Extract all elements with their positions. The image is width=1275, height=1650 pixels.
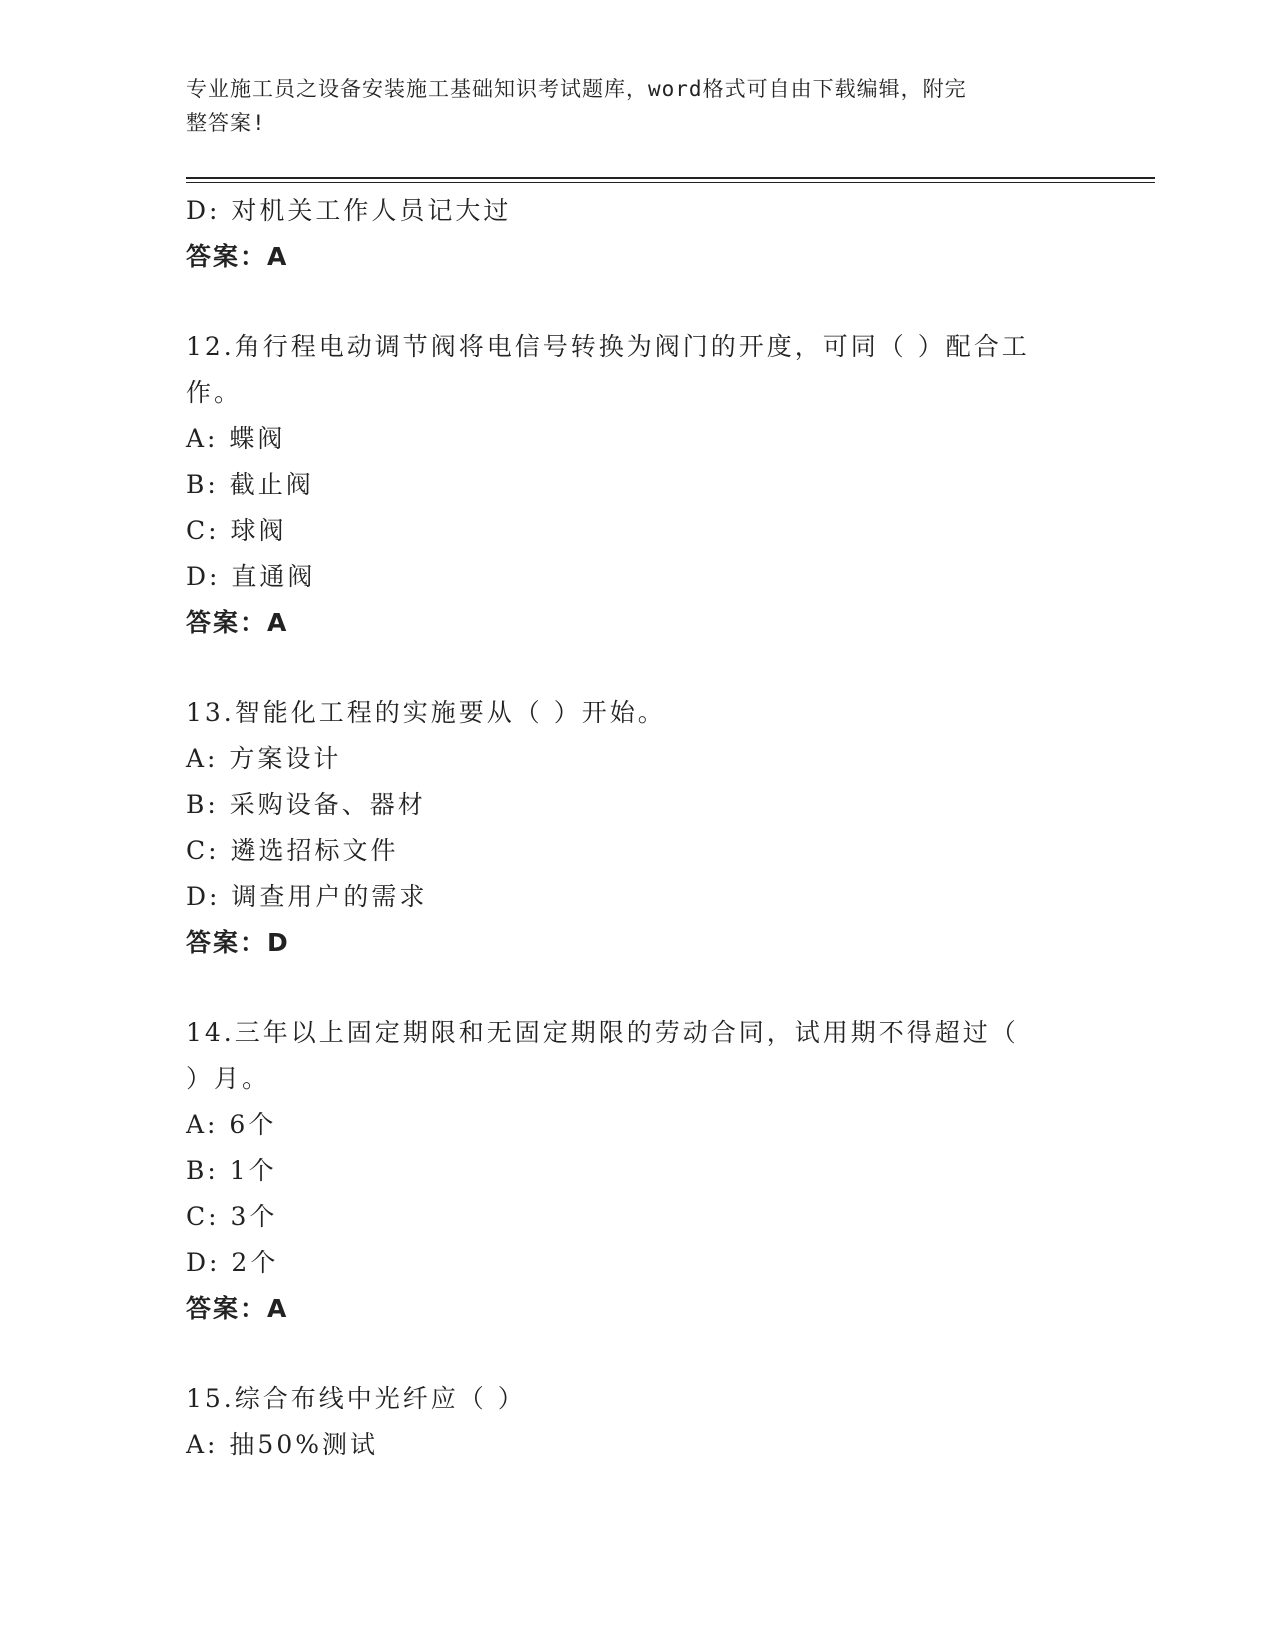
header-line-1: 专业施工员之设备安装施工基础知识考试题库，word格式可自由下载编辑，附完: [186, 77, 967, 101]
question-text-line-1: 14.三年以上固定期限和无固定期限的劳动合同，试用期不得超过（: [186, 1018, 1019, 1047]
spacer: [186, 1332, 1066, 1376]
option-a: A: 方案设计: [186, 744, 342, 773]
question-14: [186, 1010, 1066, 1332]
question-text-line-2: ）月。: [186, 1064, 271, 1093]
option-b: B: 采购设备、器材: [186, 790, 426, 819]
answer: 答案：D: [186, 928, 290, 957]
header-divider-thick: [186, 177, 1155, 179]
option-d: D: 2个: [186, 1248, 279, 1277]
option-d: D: 直通阀: [186, 562, 316, 591]
header-divider-thin: [186, 182, 1155, 183]
spacer: [186, 966, 1066, 1010]
spacer: [186, 646, 1066, 690]
option-a: A: 抽50%测试: [186, 1430, 378, 1459]
question-text-line-1: 12.角行程电动调节阀将电信号转换为阀门的开度，可同（ ）配合工: [186, 332, 1030, 361]
question-15: [186, 1376, 1066, 1468]
question-text-line-1: 15.综合布线中光纤应（ ）: [186, 1384, 526, 1413]
question-text-line-1: 13.智能化工程的实施要从（ ）开始。: [186, 698, 666, 727]
option-b: B: 截止阀: [186, 470, 314, 499]
question-12: [186, 324, 1066, 646]
option-c: C: 3个: [186, 1202, 278, 1231]
spacer: [186, 280, 1066, 324]
option-d: D: 调查用户的需求: [186, 882, 428, 911]
option-a: A: 蝶阀: [186, 424, 286, 453]
option-c: C: 遴选招标文件: [186, 836, 399, 865]
header-line-2: 整答案!: [186, 111, 266, 135]
answer: 答案：A: [186, 1294, 289, 1323]
question-text-line-2: 作。: [186, 378, 243, 407]
option-d: D: 对机关工作人员记大过: [186, 196, 512, 225]
document-header: [186, 72, 1066, 140]
question-list: [186, 188, 1066, 1468]
answer: 答案：A: [186, 608, 289, 637]
question-11: [186, 188, 1066, 280]
option-c: C: 球阀: [186, 516, 287, 545]
question-13: [186, 690, 1066, 966]
option-b: B: 1个: [186, 1156, 277, 1185]
option-a: A: 6个: [186, 1110, 277, 1139]
answer: 答案：A: [186, 242, 289, 271]
